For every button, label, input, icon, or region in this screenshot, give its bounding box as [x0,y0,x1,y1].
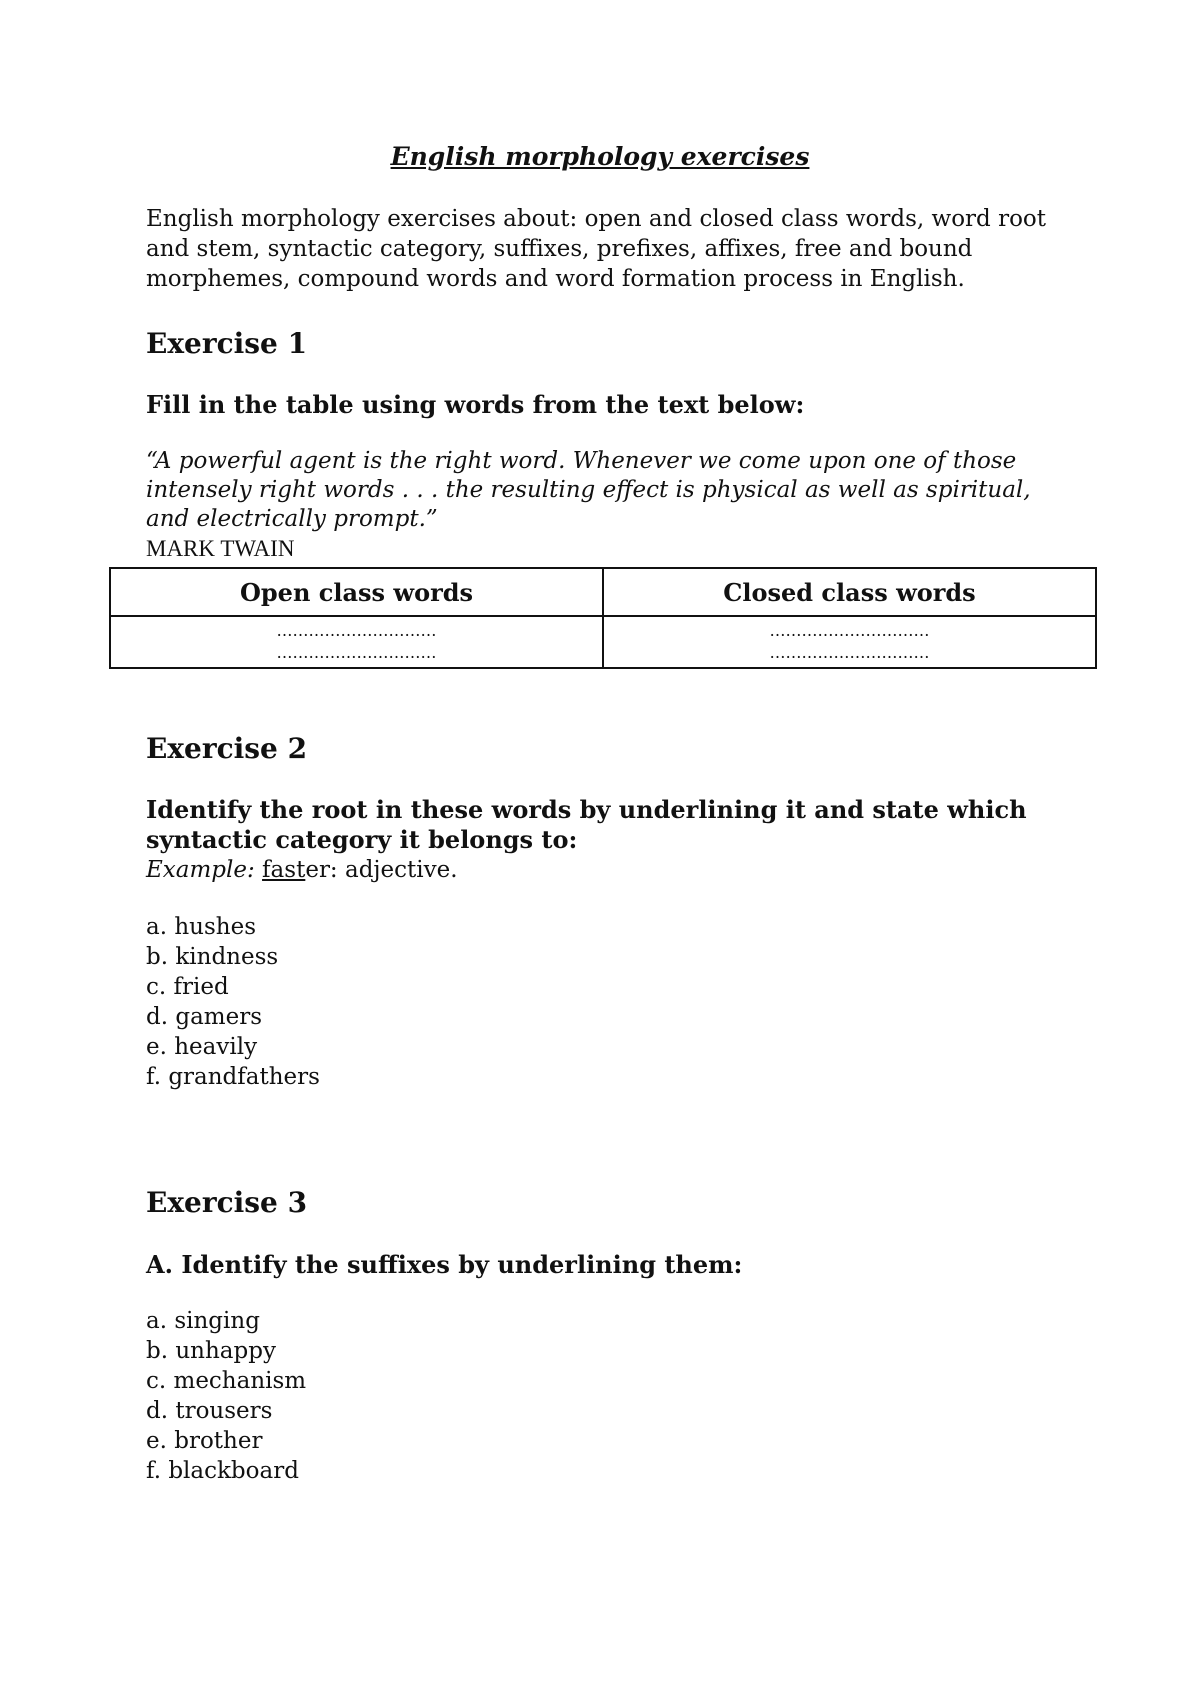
quote-author: MARK TWAIN [146,536,295,561]
closed-class-header: Closed class words [603,568,1096,616]
class-words-table [109,567,1097,669]
list-item: c. mechanism [146,1368,307,1394]
closed-class-answer-cell[interactable] [603,616,1096,668]
table-header-row [110,568,1096,616]
answer-line: ………………………… [769,621,930,640]
list-item: b. unhappy [146,1338,276,1364]
example-root: fast [262,857,306,883]
table-row [110,616,1096,668]
exercise-1-instruction: Fill in the table using words from the text below: [146,390,805,419]
quote-block [146,447,1076,563]
list-item: f. blackboard [146,1458,299,1484]
exercise-2-instruction: Identify the root in these words by underlining it and state which syntactic category it belongs to: [146,795,1027,854]
list-item: e. brother [146,1428,263,1454]
example-label: Example: [146,857,255,883]
answer-line: ………………………… [769,643,930,662]
list-item: d. gamers [146,1004,262,1030]
exercise-3-heading: Exercise 3 [146,1186,308,1219]
exercise-1-heading: Exercise 1 [146,327,308,360]
example-line [146,855,458,885]
quote-text: “A powerful agent is the right word. Whenever we come upon one of those intensely right words . . . the resulting effect is physical as well as spiritual, and electrically prompt.” [146,448,1031,532]
list-item: b. kindness [146,944,279,970]
open-class-header: Open class words [110,568,603,616]
list-item: a. hushes [146,914,256,940]
list-item: e. heavily [146,1034,258,1060]
exercise-2-heading: Exercise 2 [146,732,308,765]
exercise-3-word-list [146,1306,306,1486]
exercise-2-word-list [146,912,320,1092]
list-item: d. trousers [146,1398,273,1424]
list-item: c. fried [146,974,229,1000]
list-item: f. grandfathers [146,1064,320,1090]
answer-line: ………………………… [276,621,437,640]
document-title: English morphology exercises [390,142,810,171]
example-rest: er: adjective. [305,857,458,883]
exercise-3-instruction: A. Identify the suffixes by underlining them: [146,1250,743,1279]
open-class-answer-cell[interactable] [110,616,603,668]
list-item: a. singing [146,1308,260,1334]
answer-line: ………………………… [276,643,437,662]
intro-paragraph: English morphology exercises about: open and closed class words, word root and stem, syntactic category, suffixes, prefixes, affixes, free and bound morphemes, compound words and word formation process in English. [146,206,1047,292]
